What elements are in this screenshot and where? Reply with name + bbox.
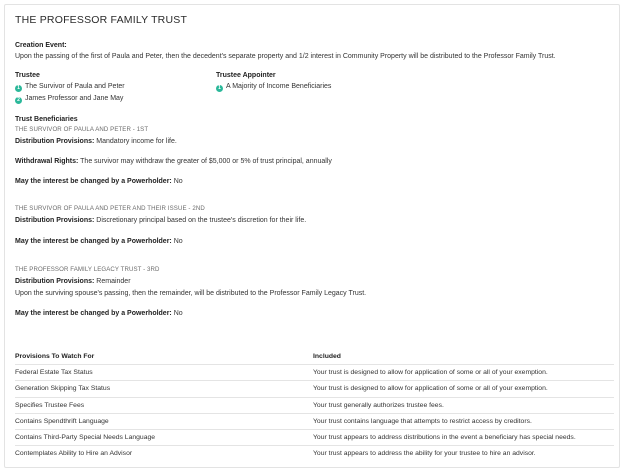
provision-included: Your trust appears to address the ability for your trustee to hire an advisor.	[313, 450, 536, 458]
trust-summary-card	[4, 4, 620, 468]
table-row	[15, 380, 614, 396]
provisions-table	[15, 349, 614, 462]
distribution-provisions: Distribution Provisions: Discretionary principal based on the trustee's discretion for their life.	[15, 217, 307, 224]
trustee-name: James Professor and Jane May	[25, 95, 124, 102]
provision-name: Federal Estate Tax Status	[15, 369, 93, 376]
distribution-provisions: Distribution Provisions: Mandatory income for life.	[15, 138, 177, 145]
provision-included: Your trust appears to address distributions in the event a beneficiary has special needs.	[313, 434, 576, 442]
creation-event-label: Creation Event:	[15, 42, 67, 49]
trustee-order-badge: 2	[15, 97, 22, 104]
trustee-appointer-item	[216, 83, 331, 92]
powerholder-change: May the interest be changed by a Powerholder: No	[15, 238, 183, 245]
page-title: THE PROFESSOR FAMILY TRUST	[15, 14, 188, 26]
beneficiary-heading: THE SURVIVOR OF PAULA AND PETER - 1ST	[15, 126, 149, 133]
beneficiary-heading: THE PROFESSOR FAMILY LEGACY TRUST - 3RD	[15, 266, 160, 273]
table-row	[15, 364, 614, 380]
beneficiary-heading: THE SURVIVOR OF PAULA AND PETER AND THEIR ISSUE - 2ND	[15, 205, 205, 212]
provision-name: Specifies Trustee Fees	[15, 401, 85, 409]
trustee-item	[15, 95, 123, 104]
provision-included: Your trust contains language that attempts to restrict access by creditors.	[313, 417, 532, 425]
trust-beneficiaries-label: Trust Beneficiaries	[15, 116, 78, 123]
trustee-name: The Survivor of Paula and Peter	[25, 83, 125, 90]
provision-name: Contains Spendthrift Language	[15, 417, 109, 425]
table-row	[15, 445, 614, 461]
provision-name: Generation Skipping Tax Status	[15, 385, 111, 393]
provision-name: Contains Third-Party Special Needs Language	[15, 434, 156, 442]
powerholder-change: May the interest be changed by a Powerholder: No	[15, 178, 183, 185]
trustee-appointer-label: Trustee Appointer	[216, 72, 276, 79]
column-header-included: Included	[313, 353, 341, 360]
table-row	[15, 413, 614, 429]
appointer-order-badge: 1	[216, 85, 223, 92]
distribution-detail: Upon the surviving spouse's passing, then the remainder, will be distributed to the Professor Family Legacy Trust.	[15, 290, 367, 297]
table-row	[15, 429, 614, 445]
trustee-item	[15, 83, 125, 92]
powerholder-change: May the interest be changed by a Powerholder: No	[15, 310, 183, 317]
creation-event-text: Upon the passing of the first of Paula and Peter, then the decedent's separate property and 1/2 interest in Community Property will be distributed to the Professor Family Trust.	[15, 53, 556, 60]
trustee-appointer-name: A Majority of Income Beneficiaries	[226, 83, 332, 90]
provision-included: Your trust is designed to allow for application of some or all of your exemption.	[313, 385, 548, 393]
trustee-order-badge: 1	[15, 85, 22, 92]
provision-name: Contemplates Ability to Hire an Advisor	[15, 450, 133, 458]
trustee-label: Trustee	[15, 72, 40, 79]
table-row	[15, 397, 614, 413]
column-header-provisions: Provisions To Watch For	[15, 353, 95, 360]
provision-included: Your trust generally authorizes trustee fees.	[313, 401, 444, 409]
provision-included: Your trust is designed to allow for application of some or all of your exemption.	[313, 369, 548, 376]
table-header-row	[15, 349, 614, 364]
withdrawal-rights: Withdrawal Rights: The survivor may withdraw the greater of $5,000 or 5% of trust principal, annually	[15, 158, 332, 165]
distribution-provisions: Distribution Provisions: Remainder	[15, 278, 131, 285]
